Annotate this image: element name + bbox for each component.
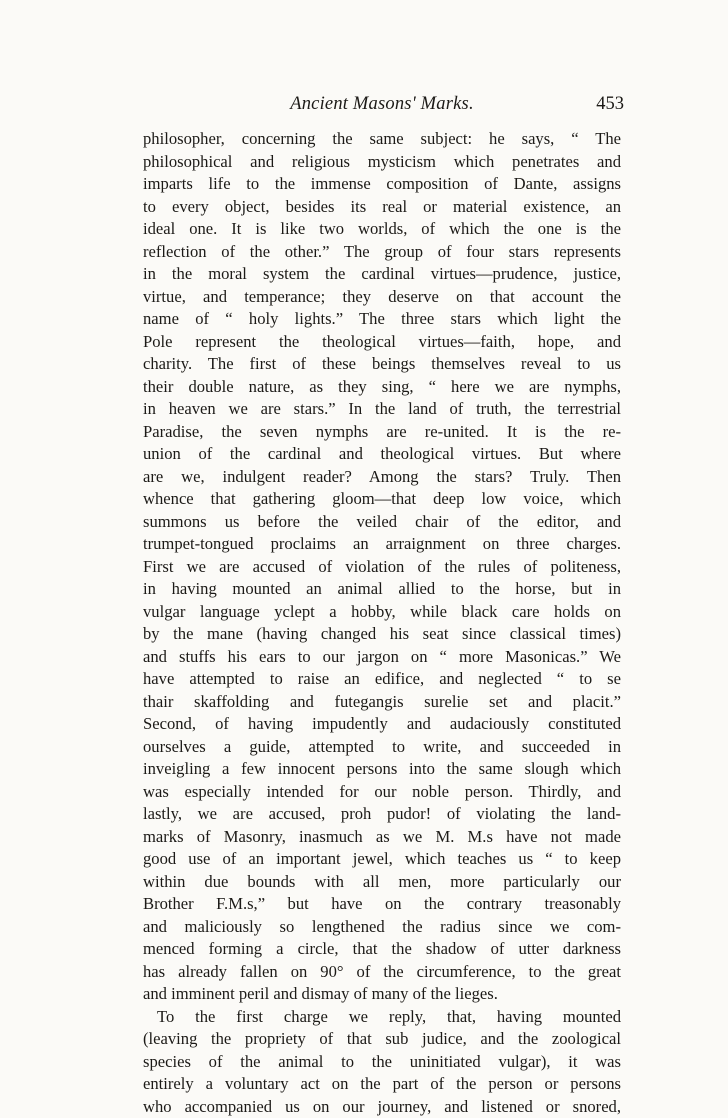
text-line: in the moral system the cardinal virtues—prudence, justice, xyxy=(143,263,621,286)
text-line: philosophical and religious mysticism which penetrates and xyxy=(143,151,621,174)
text-line: Brother F.M.s,” but have on the contrary treasonably xyxy=(143,893,621,916)
text-line: trumpet-tongued proclaims an arraignment on three charges. xyxy=(143,533,621,556)
text-line: and imminent peril and dismay of many of the lieges. xyxy=(143,983,621,1006)
text-line: vulgar language yclept a hobby, while black care holds on xyxy=(143,601,621,624)
text-line: and maliciously so lengthened the radius since we com- xyxy=(143,916,621,939)
text-line: Paradise, the seven nymphs are re-united. It is the re- xyxy=(143,421,621,444)
text-line: virtue, and temperance; they deserve on that account the xyxy=(143,286,621,309)
text-line: have attempted to raise an edifice, and neglected “ to se xyxy=(143,668,621,691)
text-line: thair skaffolding and futegangis surelie set and placit.” xyxy=(143,691,621,714)
text-line: reflection of the other.” The group of four stars represents xyxy=(143,241,621,264)
text-line: Second, of having impudently and audaciously constituted xyxy=(143,713,621,736)
text-line: menced forming a circle, that the shadow of utter darkness xyxy=(143,938,621,961)
text-line: and stuffs his ears to our jargon on “ more Masonicas.” We xyxy=(143,646,621,669)
text-line: by the mane (having changed his seat since classical times) xyxy=(143,623,621,646)
text-line: good use of an important jewel, which teaches us “ to keep xyxy=(143,848,621,871)
text-line: whence that gathering gloom—that deep low voice, which xyxy=(143,488,621,511)
text-line: summons us before the veiled chair of the editor, and xyxy=(143,511,621,534)
text-line: was especially intended for our noble person. Thirdly, and xyxy=(143,781,621,804)
text-line: imparts life to the immense composition of Dante, assigns xyxy=(143,173,621,196)
page-header xyxy=(140,94,624,118)
text-line: species of the animal to the uninitiated vulgar), it was xyxy=(143,1051,621,1074)
text-line: Pole represent the theological virtues—faith, hope, and xyxy=(143,331,621,354)
text-line: To the first charge we reply, that, having mounted xyxy=(143,1006,621,1029)
text-line: are we, indulgent reader? Among the stars? Truly. Then xyxy=(143,466,621,489)
text-line: has already fallen on 90° of the circumference, to the great xyxy=(143,961,621,984)
text-line: in having mounted an animal allied to the horse, but in xyxy=(143,578,621,601)
text-line: philosopher, concerning the same subject: he says, “ The xyxy=(143,128,621,151)
text-line: lastly, we are accused, proh pudor! of violating the land- xyxy=(143,803,621,826)
running-title: Ancient Masons' Marks. xyxy=(140,94,624,115)
text-line: entirely a voluntary act on the part of the person or persons xyxy=(143,1073,621,1096)
text-line: name of “ holy lights.” The three stars which light the xyxy=(143,308,621,331)
text-line: who accompanied us on our journey, and listened or snored, xyxy=(143,1096,621,1118)
text-line: inveigling a few innocent persons into the same slough which xyxy=(143,758,621,781)
page-number: 453 xyxy=(596,94,624,115)
text-line: to every object, besides its real or material existence, an xyxy=(143,196,621,219)
text-line: union of the cardinal and theological virtues. But where xyxy=(143,443,621,466)
text-line: First we are accused of violation of the rules of politeness, xyxy=(143,556,621,579)
text-line: in heaven we are stars.” In the land of truth, the terrestrial xyxy=(143,398,621,421)
text-line: marks of Masonry, inasmuch as we M. M.s have not made xyxy=(143,826,621,849)
text-line: (leaving the propriety of that sub judice, and the zoological xyxy=(143,1028,621,1051)
body-text xyxy=(143,128,621,1118)
text-line: charity. The first of these beings themselves reveal to us xyxy=(143,353,621,376)
text-line: within due bounds with all men, more particularly our xyxy=(143,871,621,894)
text-line: ourselves a guide, attempted to write, and succeeded in xyxy=(143,736,621,759)
text-line: their double nature, as they sing, “ here we are nymphs, xyxy=(143,376,621,399)
text-line: ideal one. It is like two worlds, of which the one is the xyxy=(143,218,621,241)
